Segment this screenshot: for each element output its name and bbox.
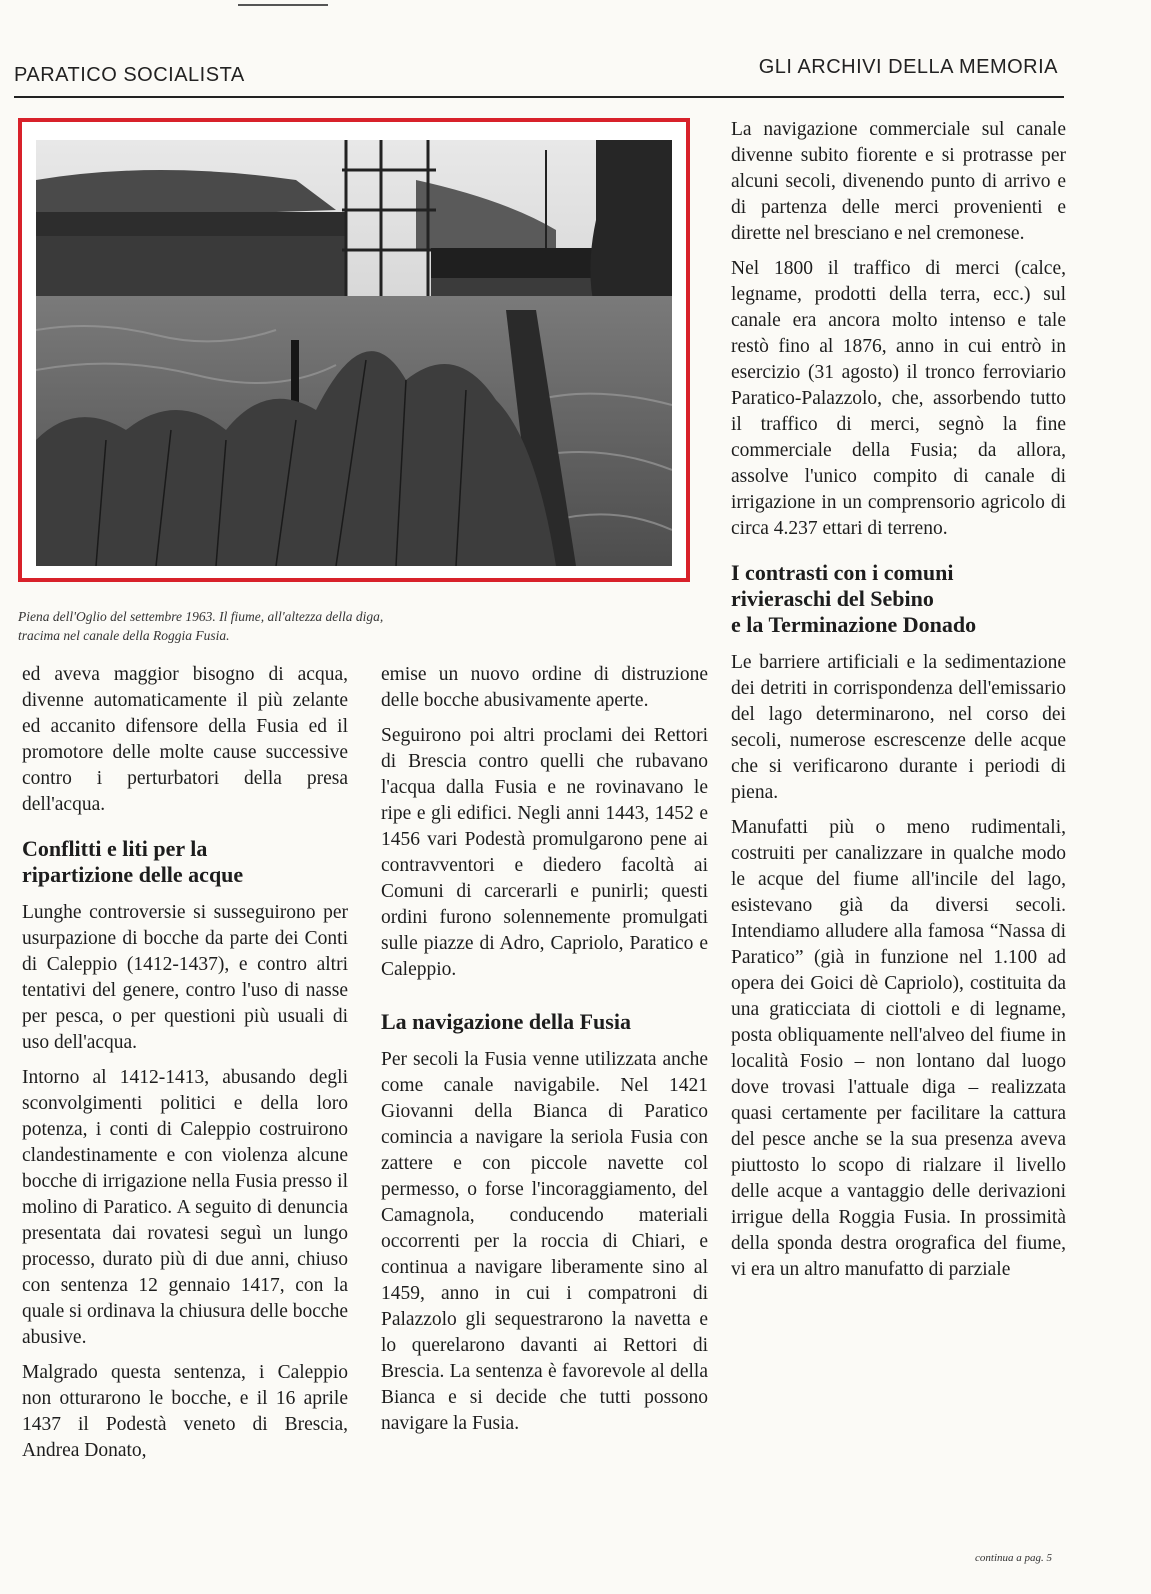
text-column-2 [381,662,708,1446]
paragraph: Le barriere artificiali e la sedimentazione dei detriti in corrispondenza dell'emissario del lago determinarono, nel corso dei secoli, numerose escrescenze delle acque che si verificarono durante i periodi di piena. [731,652,1066,803]
paragraph: Manufatti più o meno rudimentali, costruiti per canalizzare in qualche modo le acque del fiume all'incile del lago, esistevano già da diversi secoli. Intendiamo alludere alla famosa “Nassa di Paratico” (già in funzione nel 1.100 ad opera dei Goici dè Capriolo), costituita da una graticciata di ciottoli e di legname, posta obliquamente nell'alveo del fiume in località Fosio – non lontano dal luogo dove trovasi l'attuale diga – realizzata quasi certamente per facilitare la cattura del pesce anche se la sua presenza aveva piuttosto lo scopo di rialzare il livello delle acque a vantaggio delle derivazioni irrigue della Roggia Fusia. In prossimità della sponda destra orografica del fiume, vi era un altro manufatto di parziale [731,817,1066,1280]
continued-note: continua a pag. 5 [975,1552,1052,1564]
paragraph: Nel 1800 il traffico di merci (calce, legname, prodotti della terra, ecc.) sul canale era ancora molto intenso e tale restò fino al 1876, anno in cui entrò in esercizio (31 agosto) il tronco ferroviario Paratico-Palazzolo, che, assorbendo tutto il traffico di merci, segnò la fine commerciale della Fusia; da allora, assolve l'unico compito di canale di irrigazione in un comprensorio agricolo di circa 4.237 ettari di terreno. [731,258,1066,539]
paragraph: La navigazione commerciale sul canale divenne subito fiorente e si protrasse per alcuni secoli, divenendo punto di arrivo e di partenza delle merci provenienti e dirette nel bresciano e nel cremonese. [731,119,1066,244]
heading-line: rivieraschi del Sebino [731,586,934,611]
flood-photo [36,140,672,566]
section-heading: La navigazione della Fusia [381,1009,631,1034]
top-edge-marks [238,4,328,9]
heading-line: ripartizione delle acque [22,862,244,887]
page-header [14,52,1064,98]
paragraph: Malgrado questa sentenza, i Caleppio non otturarono le bocche, e il 16 aprile 1437 il Podestà veneto di Brescia, Andrea Donato, [22,1362,348,1461]
photo-frame [18,118,690,582]
section-heading [731,560,1066,638]
section-heading [22,836,348,888]
heading-line: e la Terminazione Donado [731,612,977,637]
paragraph: emise un nuovo ordine di distruzione delle bocche abusivamente aperte. [381,664,708,711]
text-column-3 [731,117,1066,1292]
paragraph: Seguirono poi altri proclami dei Rettori di Brescia contro quelli che rubavano l'acqua dalla Fusia e ne rovinavano le ripe e gli edifici. Negli anni 1443, 1452 e 1456 vari Podestà promulgarono pene ai contravventori e diedero facoltà ai Comuni di carcerarli e punirli; questi ordini furono solennemente promulgati sulle piazze di Adro, Capriolo, Paratico e Caleppio. [381,725,708,980]
paragraph: Intorno al 1412-1413, abusando degli sconvolgimenti politici e della loro potenza, i conti di Caleppio costruirono clandestinamente e con violenza alcune bocche di irrigazione nella Fusia presso il molino di Paratico. A seguito di denuncia presentata dai rovatesi seguì un lungo processo, durato più di due anni, chiuso con sentenza 12 gennaio 1417, con la quale si ordinava la chiusura delle bocche abusive. [22,1067,348,1348]
paragraph: ed aveva maggior bisogno di acqua, divenne automaticamente il più zelante ed accanito difensore della Fusia ed il promotore delle molte cause successive contro i perturbatori della presa dell'acqua. [22,664,348,815]
caption-line: Piena dell'Oglio del settembre 1963. Il fiume, all'altezza della diga, [18,609,384,624]
text-column-1 [22,662,348,1473]
paragraph: Lunghe controversie si susseguirono per usurpazione di bocche da parte dei Conti di Caleppio (1412-1437), e contro altri tentativi del genere, contro l'uso di nasse per pesca, o per questioni più usuali di uso dell'acqua. [22,902,348,1053]
heading-line: Conflitti e liti per la [22,836,208,861]
photo-caption [18,607,690,645]
paragraph: Per secoli la Fusia venne utilizzata anche come canale navigabile. Nel 1421 Giovanni della Bianca di Paratico comincia a navigare la seriola Fusia con zattere e con piccole navette col permesso, o forse l'incoraggiamento, del Camagnola, conducendo materiali occorrenti per la roccia di Chiari, e continua a navigare liberamente sino al 1459, anno in cui i compatroni di Palazzolo gli sequestrarono la navetta e lo querelarono davanti ai Rettori di Brescia. La sentenza è favorevole al della Bianca e si decide che tutti possono navigare la Fusia. [381,1049,708,1434]
heading-line: I contrasti con i comuni [731,560,954,585]
caption-line: tracima nel canale della Roggia Fusia. [18,628,230,643]
publication-title: PARATICO SOCIALISTA [14,64,245,86]
section-title: GLI ARCHIVI DELLA MEMORIA [758,56,1058,78]
